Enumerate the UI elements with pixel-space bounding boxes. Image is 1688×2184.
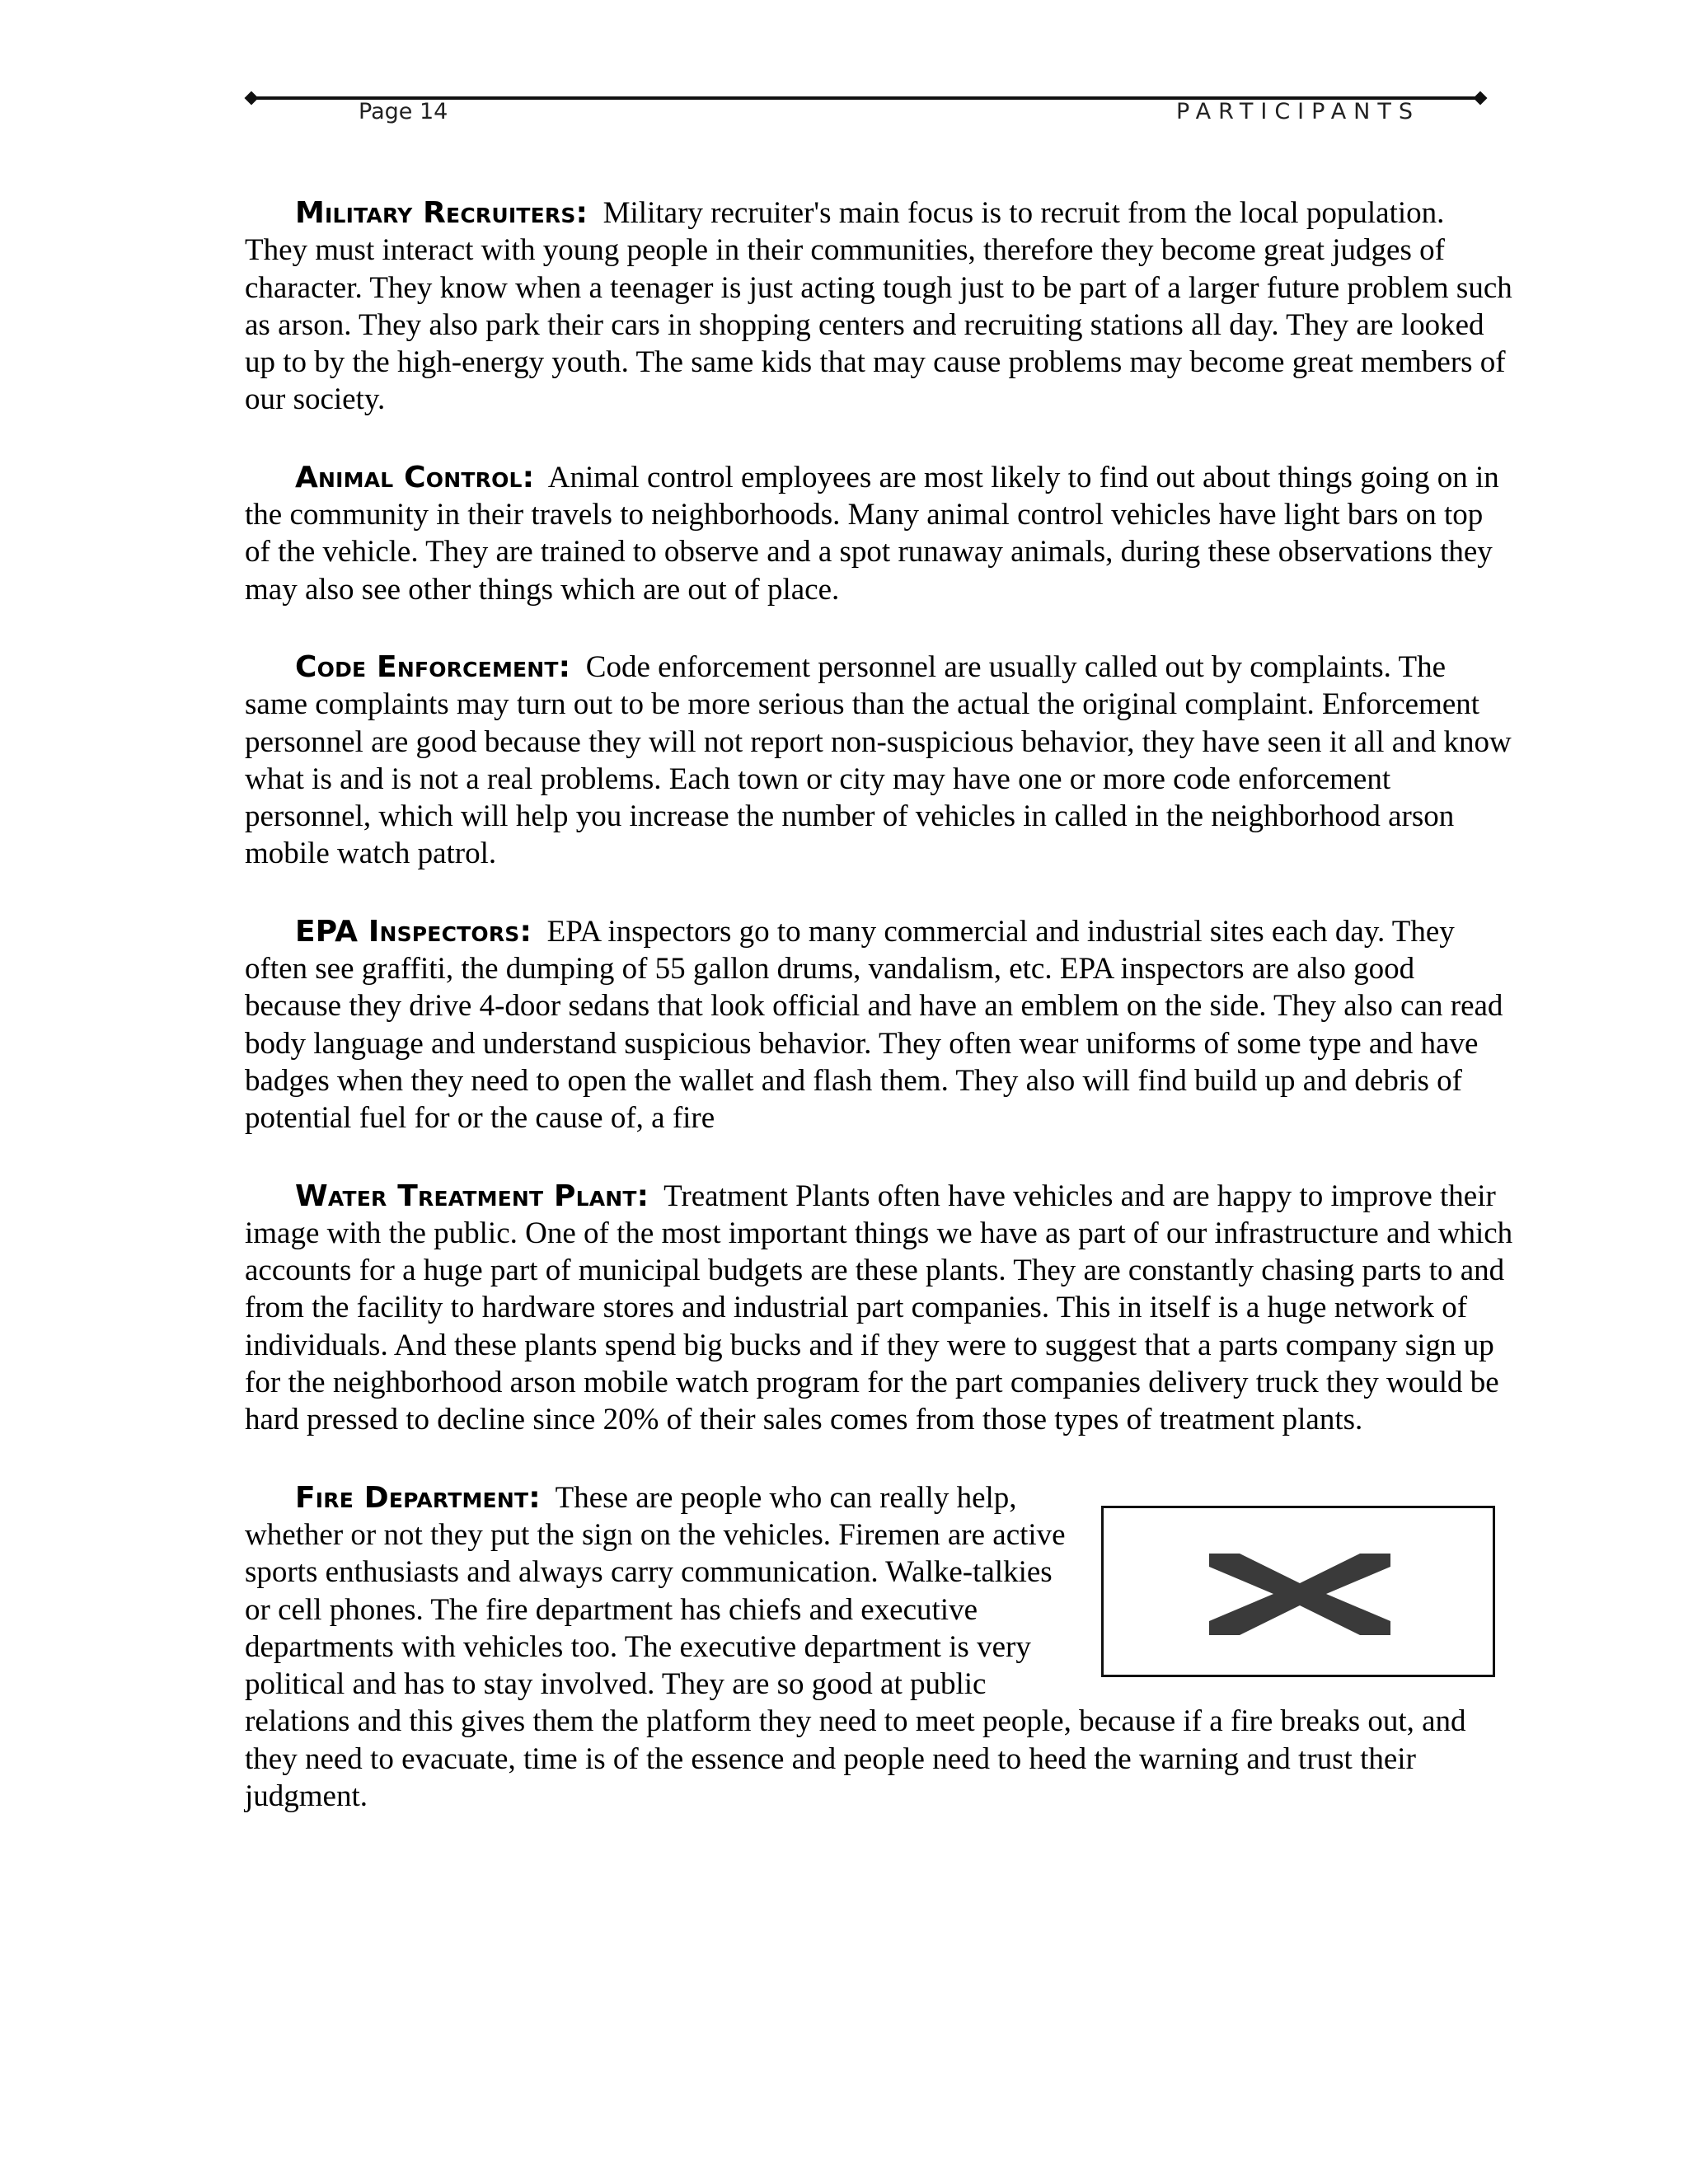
header-rule-left-diamond-icon bbox=[245, 91, 259, 105]
header-rule-right-diamond-icon bbox=[1474, 91, 1488, 105]
paragraph-heading: Fire Department: bbox=[295, 1480, 541, 1515]
paragraph-water-treatment-plant bbox=[245, 1178, 1514, 1439]
paragraph-text: Code enforcement personnel are usually called out by complaints. The same complaints may turn out to be more serious than the actual the original complaint. Enforcement personnel are good because they will not report non-suspicious behavior, they have seen it all and know what is and is not a real problems. Each town or city may have one or more code enforcement personnel, which will help you increase the number of vehicles in called in the neighborhood arson mobile watch patrol. bbox=[245, 649, 1512, 871]
paragraph-heading: EPA Inspectors: bbox=[295, 914, 532, 949]
paragraph-heading: Animal Control: bbox=[295, 460, 535, 494]
paragraph-epa-inspectors bbox=[245, 913, 1514, 1137]
paragraph-heading: Code Enforcement: bbox=[295, 649, 571, 684]
figure-placeholder-container bbox=[1101, 1506, 1493, 1675]
paragraph-text: Treatment Plants often have vehicles and are happy to improve their image with the public. One of the most important things we have as part of our infrastructure and which accounts for a huge part of municipal budgets are these plants. They are constantly chasing parts to and from the facility to hardware stores and industrial part companies. This in itself is a huge network of individuals. And these plants spend big bucks and if they were to suggest that a parts company sign up for the neighborhood arson mobile watch program for the part companies delivery truck they would be hard pressed to decline since 20% of their sales comes from those types of treatment plants. bbox=[245, 1179, 1513, 1437]
running-section-title: PARTICIPANTS bbox=[1176, 99, 1420, 124]
paragraph-code-enforcement bbox=[245, 649, 1514, 873]
paragraph-fire-department bbox=[245, 1479, 1514, 1816]
paragraph-heading: Water Treatment Plant: bbox=[295, 1179, 649, 1213]
paragraph-text: Animal control employees are most likely to find out about things going on in the community in their travels to neighborhoods. Many animal control vehicles have light bars on top of the vehicle. They are trained to observe and a spot runaway animals, during these observations they may also see other things which are out of place. bbox=[245, 460, 1499, 607]
paragraph-text: Military recruiter's main focus is to recruit from the local population. They must interact with young people in their communities, therefore they become great judges of character. They know when a teenager is just acting tough just to be part of a larger future problem such as arson. They also park their cars in shopping centers and recruiting stations all day. They are looked up to by the high-energy youth. The same kids that may cause problems may become great members of our society. bbox=[245, 196, 1512, 417]
paragraph-text: EPA inspectors go to many commercial and industrial sites each day. They often see graffiti, the dumping of 55 gallon drums, vandalism, etc. EPA inspectors are also good because they drive 4-door sedans that look official and have an emblem on the side. They also can read body language and understand suspicious behavior. They often wear uniforms of some type and have badges when they need to open the wallet and flash them. They also will find build up and debris of potential fuel for or the cause of, a fire bbox=[245, 914, 1503, 1136]
page-number: Page 14 bbox=[359, 99, 448, 124]
broken-image-x-icon bbox=[1104, 1508, 1493, 1675]
broken-image-placeholder bbox=[1101, 1506, 1495, 1677]
page-body bbox=[245, 194, 1514, 1815]
paragraph-text: These are people who can really help, whether or not they put the sign on the vehicles. Firemen are active sports enthusiasts and always carry communication. Walke-talkies or cell phones. The fire department has chiefs and executive departments with vehicles too. The executive department is very political and has to stay involved. They are so good at public relations and this gives them the platform they need to meet people, because if a fire breaks out, and they need to evacuate, time is of the essence and people need to heed the warning and trust their judgment. bbox=[245, 1480, 1466, 1813]
paragraph-heading: Military Recruiters: bbox=[295, 196, 588, 230]
paragraph-military-recruiters bbox=[245, 194, 1514, 419]
paragraph-animal-control bbox=[245, 459, 1514, 608]
